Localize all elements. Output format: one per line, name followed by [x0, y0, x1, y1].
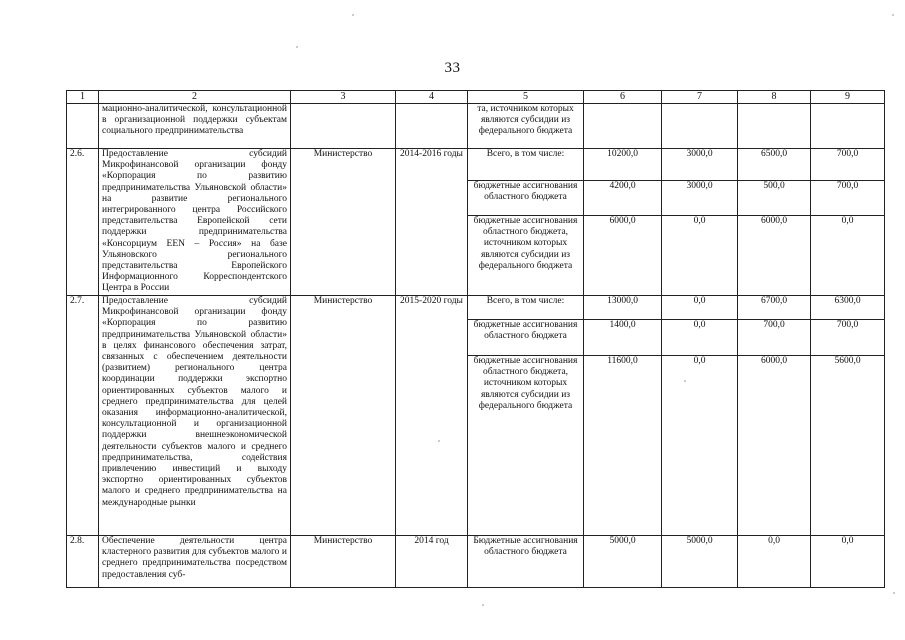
value-col-7: 5000,0 — [662, 536, 738, 588]
row-number: 2.7. — [67, 296, 99, 536]
value-col-8: 700,0 — [738, 320, 811, 356]
value-col-6: 1400,0 — [584, 320, 662, 356]
row-description: Обеспечение деятельности центра кластерного развития для субъектов малого и среднего предпринимательства посредством предоставления суб- — [99, 536, 291, 588]
scan-speck — [296, 46, 298, 48]
value-col-8: 0,0 — [738, 536, 811, 588]
scan-speck — [893, 592, 895, 594]
funding-source: Всего, в том числе: — [468, 296, 584, 320]
row-executor: Министерство — [291, 149, 396, 296]
header-col-2: 2 — [99, 91, 291, 104]
value-col-6: 5000,0 — [584, 536, 662, 588]
row-executor: Министерство — [291, 296, 396, 536]
header-col-1: 1 — [67, 91, 99, 104]
value-col-8 — [738, 104, 811, 149]
value-col-9 — [811, 104, 885, 149]
header-col-6: 6 — [584, 91, 662, 104]
funding-source: бюджетные ассигнования областного бюджета, источником которых являются субсидии из федерального бюджета — [468, 356, 584, 536]
value-col-8: 6700,0 — [738, 296, 811, 320]
value-col-7 — [662, 104, 738, 149]
header-col-3: 3 — [291, 91, 396, 104]
table-row — [67, 104, 885, 149]
table-row — [67, 149, 885, 181]
header-col-4: 4 — [396, 91, 468, 104]
scan-speck — [438, 440, 440, 442]
row-period: 2014-2016 годы — [396, 149, 468, 296]
row-executor: Министерство — [291, 536, 396, 588]
value-col-7: 0,0 — [662, 216, 738, 296]
header-col-9: 9 — [811, 91, 885, 104]
value-col-6: 10200,0 — [584, 149, 662, 181]
value-col-7: 0,0 — [662, 356, 738, 536]
value-col-6: 4200,0 — [584, 181, 662, 216]
value-col-8: 6000,0 — [738, 216, 811, 296]
value-col-8: 6500,0 — [738, 149, 811, 181]
row-number: 2.6. — [67, 149, 99, 296]
value-col-6: 11600,0 — [584, 356, 662, 536]
row-period — [396, 104, 468, 149]
scan-speck — [684, 380, 686, 382]
scan-speck — [482, 604, 484, 606]
value-col-9: 0,0 — [811, 216, 885, 296]
value-col-9: 700,0 — [811, 181, 885, 216]
row-period: 2015-2020 годы — [396, 296, 468, 536]
funding-source: бюджетные ассигнования областного бюджета — [468, 320, 584, 356]
header-col-5: 5 — [468, 91, 584, 104]
scan-speck — [892, 14, 894, 16]
row-period: 2014 год — [396, 536, 468, 588]
value-col-8: 500,0 — [738, 181, 811, 216]
value-col-9: 700,0 — [811, 320, 885, 356]
value-col-9: 700,0 — [811, 149, 885, 181]
funding-source: Бюджетные ассигнования областного бюджета — [468, 536, 584, 588]
row-description: мационно-аналитической, консультационной в организационной поддержки субъектам социального предпринимательства — [99, 104, 291, 149]
table-row — [67, 296, 885, 320]
header-col-8: 8 — [738, 91, 811, 104]
header-row — [67, 91, 885, 104]
value-col-7: 3000,0 — [662, 181, 738, 216]
row-description: Предоставление субсидий Микрофинансовой организации фонду «Корпорация по развитию предпринимательства Ульяновской области» на развитие регионального интегрированного центра Российского представительства Европейской сети поддержки предпринимательства «Консорциум EEN – Россия» на базе Ульяновского регионального представительства Европейского Информационного Корреспондентского Центра в России — [99, 149, 291, 296]
header-col-7: 7 — [662, 91, 738, 104]
funding-source: бюджетные ассигнования областного бюджета — [468, 181, 584, 216]
funding-source: Всего, в том числе: — [468, 149, 584, 181]
value-col-6: 13000,0 — [584, 296, 662, 320]
value-col-9: 0,0 — [811, 536, 885, 588]
row-description: Предоставление субсидий Микрофинансовой организации фонду «Корпорация по развитию предпринимательства Ульяновской области» в целях финансового обеспечения затрат, связанных с обеспечением деятельности (развитием) регионального центра координации поддержки экспортно ориентированных субъектов малого и среднего предпринимательства для целей оказания информационно-аналитической, консультационной и организационной поддержки внешнеэкономической деятельности субъектов малого и среднего предпринимательства, содействия привлечению инвестиций и выходу экспортно ориентированных субъектов малого и среднего предпринимательства на международные рынки — [99, 296, 291, 536]
value-col-6 — [584, 104, 662, 149]
funding-source: та, источником которых являются субсидии из федерального бюджета — [468, 104, 584, 149]
value-col-8: 6000,0 — [738, 356, 811, 536]
row-executor — [291, 104, 396, 149]
row-number — [67, 104, 99, 149]
row-number: 2.8. — [67, 536, 99, 588]
value-col-9: 6300,0 — [811, 296, 885, 320]
page-number: 33 — [444, 60, 461, 76]
value-col-6: 6000,0 — [584, 216, 662, 296]
budget-table — [66, 90, 885, 588]
table-row — [67, 536, 885, 588]
scan-speck — [352, 14, 354, 16]
value-col-9: 5600,0 — [811, 356, 885, 536]
value-col-7: 0,0 — [662, 320, 738, 356]
value-col-7: 3000,0 — [662, 149, 738, 181]
funding-source: бюджетные ассигнования областного бюджета, источником которых являются субсидии из федерального бюджета — [468, 216, 584, 296]
value-col-7: 0,0 — [662, 296, 738, 320]
